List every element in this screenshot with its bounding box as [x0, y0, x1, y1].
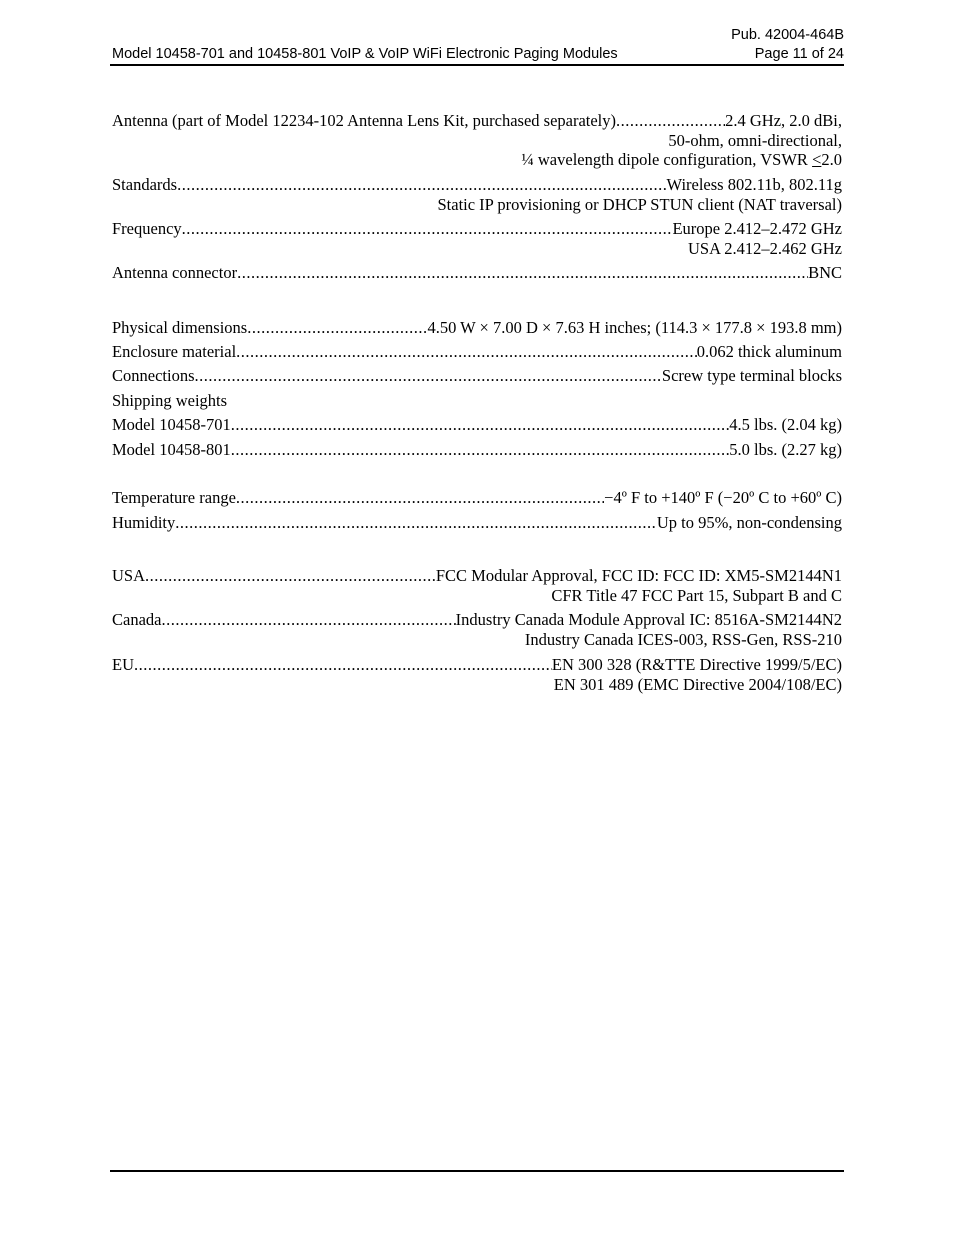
spec-value: Wireless 802.11b, 802.11g: [666, 175, 842, 194]
spec-value: 2.4 GHz, 2.0 dBi,: [725, 111, 842, 130]
spec-canada: [112, 610, 842, 649]
spec-eu: [112, 655, 842, 694]
spec-value: 4.5 lbs. (2.04 kg): [729, 415, 842, 434]
leader-dots: [182, 219, 673, 239]
spec-label: Frequency: [112, 219, 182, 238]
spec-label: Model 10458-801: [112, 440, 231, 459]
leader-dots: [236, 342, 697, 362]
spec-enclosure-material: [112, 342, 842, 362]
spec-label: Antenna connector: [112, 263, 238, 282]
leader-dots: [177, 175, 666, 195]
leader-dots: [134, 655, 552, 675]
leader-dots: [231, 440, 730, 460]
spec-value: 0.062 thick aluminum: [696, 342, 842, 361]
leader-dots: [616, 111, 725, 131]
footer-rule: [110, 1170, 844, 1172]
spec-temperature-range: [112, 488, 842, 508]
spec-frequency: [112, 219, 842, 258]
spec-continuation: USA 2.412–2.462 GHz: [687, 238, 842, 258]
spec-value: 4.50 W × 7.00 D × 7.63 H inches; (114.3 × 177.8 × 193.8 mm): [427, 318, 842, 337]
spec-humidity: [112, 513, 842, 533]
leader-dots: [236, 488, 604, 508]
spec-value: Up to 95%, non-condensing: [656, 513, 842, 532]
spec-label: USA: [112, 566, 146, 585]
spec-continuation: CFR Title 47 FCC Part 15, Subpart B and C: [551, 585, 842, 605]
spec-shipping-weights: [112, 391, 842, 411]
spec-continuation: ¼ wavelength dipole configuration, VSWR <2.0: [521, 150, 842, 169]
spec-value: Screw type terminal blocks: [661, 366, 842, 385]
spec-label: Connections: [112, 366, 195, 385]
leader-dots: [231, 415, 730, 435]
spec-label: Standards: [112, 175, 178, 194]
spec-label: Physical dimensions: [112, 318, 248, 337]
spec-antenna-connector: [112, 263, 842, 283]
spec-value: −4º F to +140º F (−20º C to +60º C): [604, 488, 842, 507]
spec-continuation: Industry Canada ICES-003, RSS-Gen, RSS-210: [524, 629, 842, 649]
spec-weight-701: [112, 415, 842, 435]
less-than-or-equal-symbol: <: [812, 150, 822, 169]
spec-label: Enclosure material: [112, 342, 237, 361]
spec-value: Industry Canada Module Approval IC: 8516A-SM2144N2: [455, 610, 842, 629]
spec-label: Temperature range: [112, 488, 236, 507]
publication-number: Pub. 42004-464B: [731, 27, 844, 43]
spec-label: Humidity: [112, 513, 176, 532]
page-number: Page 11 of 24: [754, 46, 844, 62]
spec-value: EN 300 328 (R&TTE Directive 1999/5/EC): [551, 655, 842, 674]
header-rule: [110, 64, 844, 66]
leader-dots: [195, 366, 662, 386]
leader-dots: [175, 513, 657, 533]
spec-continuation: EN 301 489 (EMC Directive 2004/108/EC): [553, 674, 842, 694]
spec-label: Shipping weights: [112, 391, 228, 410]
spec-value: 5.0 lbs. (2.27 kg): [729, 440, 842, 459]
spec-value: BNC: [808, 263, 842, 282]
page-header: [112, 45, 844, 63]
spec-weight-801: [112, 440, 842, 460]
spec-physical-dimensions: [112, 318, 842, 338]
spec-usa: [112, 566, 842, 605]
spec-continuation: Static IP provisioning or DHCP STUN client (NAT traversal): [437, 194, 842, 214]
leader-dots: [145, 566, 436, 586]
spec-label: EU: [112, 655, 134, 674]
spec-value: Europe 2.412–2.472 GHz: [672, 219, 842, 238]
spec-value: FCC Modular Approval, FCC ID: FCC ID: XM5-SM2144N1: [435, 566, 842, 585]
spec-connections: [112, 366, 842, 386]
spec-label: Canada: [112, 610, 162, 629]
spec-continuation: 50-ohm, omni-directional,: [668, 130, 842, 150]
leader-dots: [237, 263, 808, 283]
spec-antenna: [112, 111, 842, 170]
leader-dots: [161, 610, 455, 630]
leader-dots: [247, 318, 427, 338]
document-title: Model 10458-701 and 10458-801 VoIP & VoIP WiFi Electronic Paging Modules: [112, 46, 618, 62]
spec-label: Antenna (part of Model 12234-102 Antenna Lens Kit, purchased separately): [112, 111, 617, 130]
spec-standards: [112, 175, 842, 214]
spec-label: Model 10458-701: [112, 415, 231, 434]
